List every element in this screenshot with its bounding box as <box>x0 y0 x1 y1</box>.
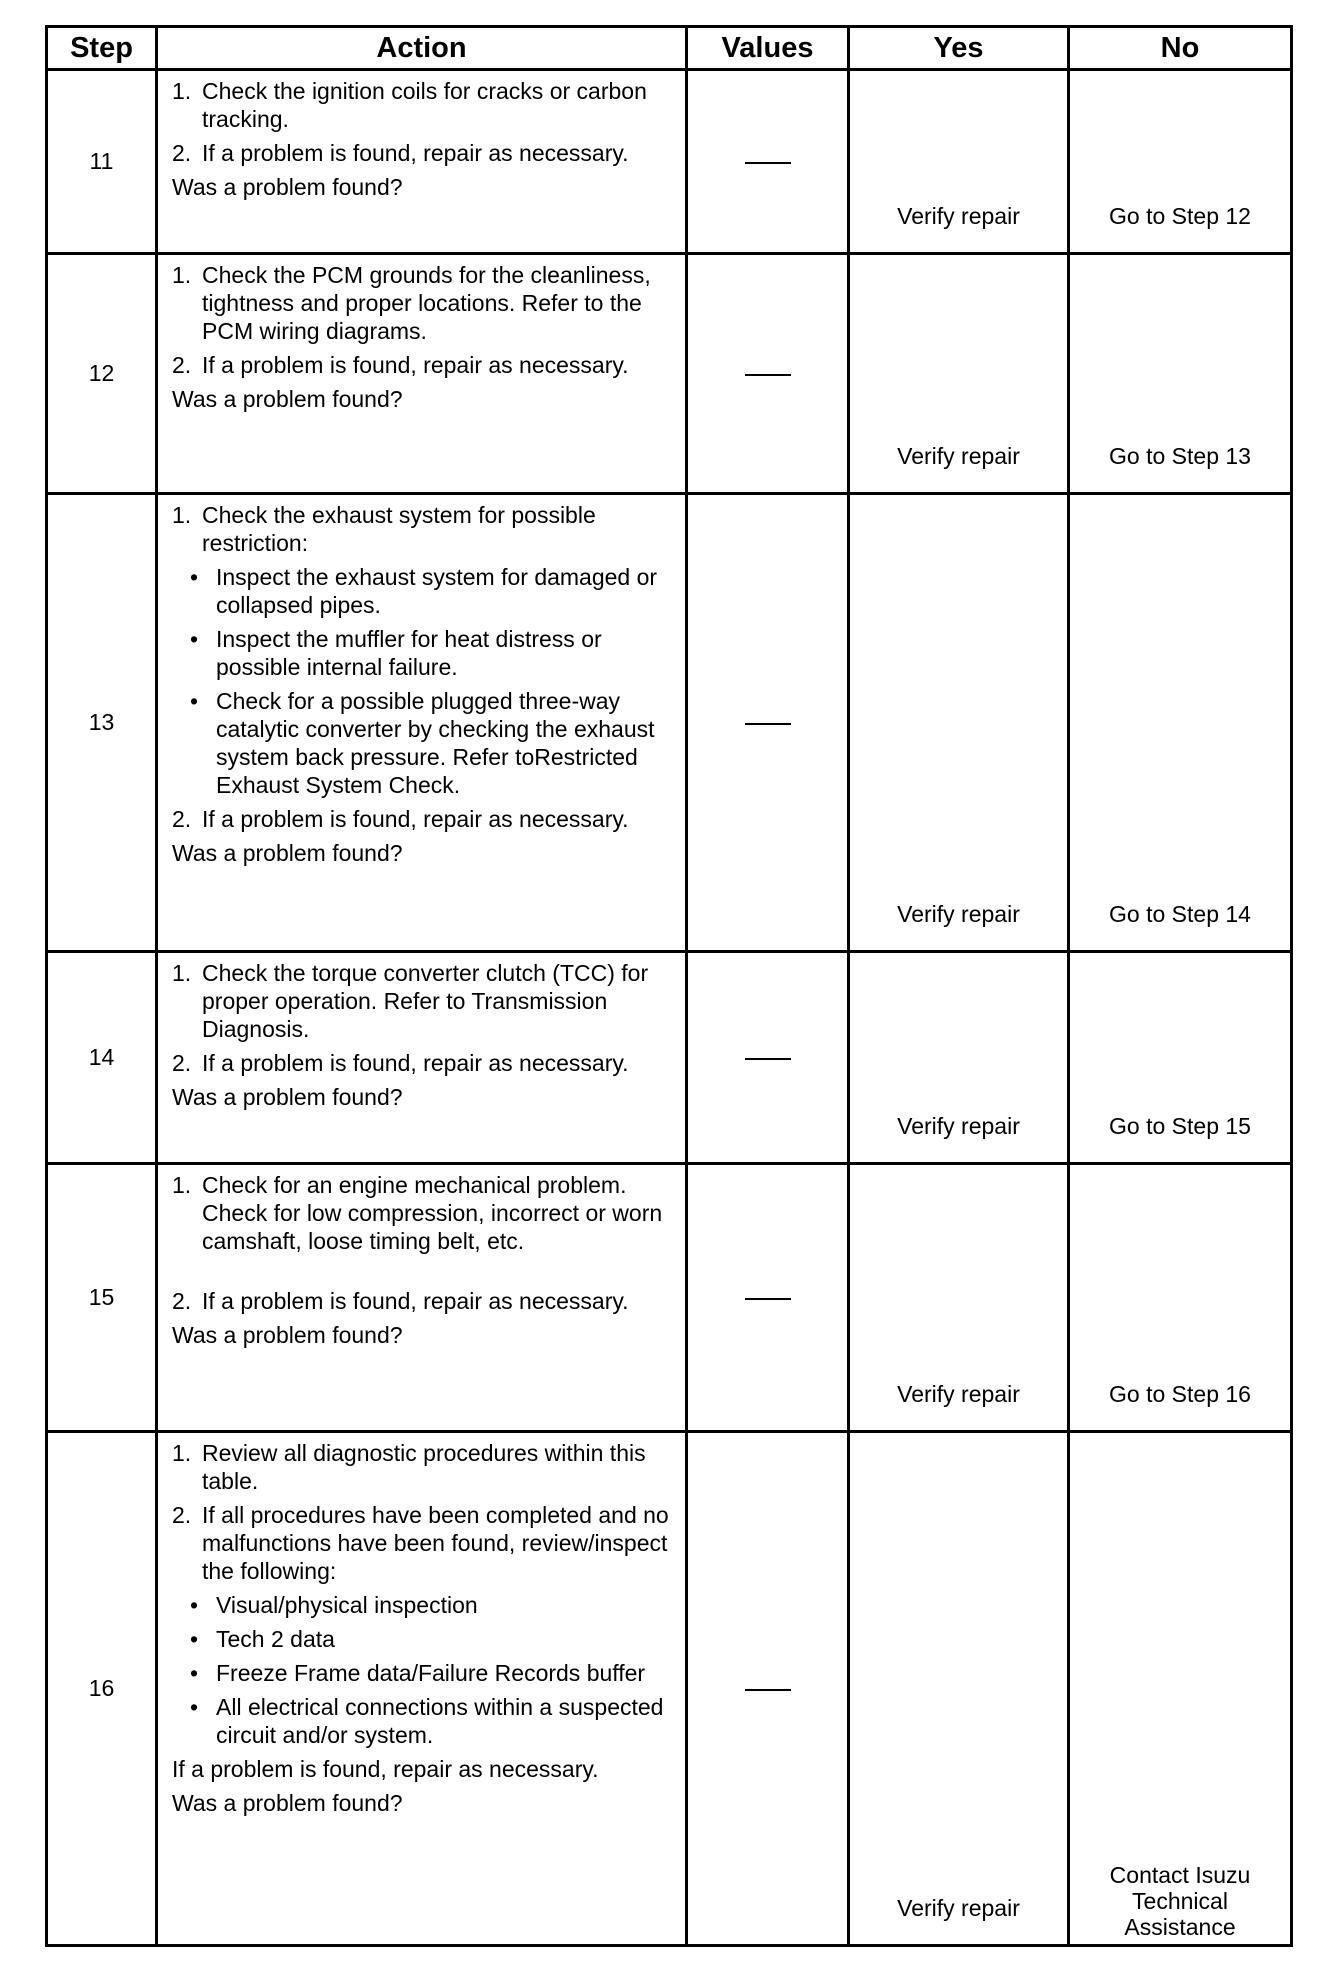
table-row <box>47 494 1292 952</box>
values-cell <box>687 1432 849 1946</box>
table-row <box>47 1432 1292 1946</box>
action-item: 2. If a problem is found, repair as necessary. <box>172 1288 629 1314</box>
step-number: 11 <box>47 70 157 254</box>
yes-cell: Verify repair <box>849 1432 1069 1946</box>
table-row <box>47 70 1292 254</box>
bullet-item: • Freeze Frame data/Failure Records buffer <box>190 1660 646 1686</box>
action-question: Was a problem found? <box>172 1084 403 1110</box>
header-step: Step <box>47 27 157 70</box>
action-item: 2. If a problem is found, repair as necessary. <box>172 1050 629 1076</box>
action-cell <box>157 494 687 952</box>
action-question: Was a problem found? <box>172 386 403 412</box>
step-number: 12 <box>47 254 157 494</box>
values-dash <box>745 1689 791 1691</box>
no-cell: Go to Step 12 <box>1069 70 1292 254</box>
no-cell: Go to Step 14 <box>1069 494 1292 952</box>
action-question: Was a problem found? <box>172 840 403 866</box>
no-cell: Go to Step 13 <box>1069 254 1292 494</box>
values-dash <box>745 1058 791 1060</box>
header-no: No <box>1069 27 1292 70</box>
action-item: 1. Check the exhaust system for possible restriction: <box>172 502 596 556</box>
action-cell <box>157 70 687 254</box>
yes-cell: Verify repair <box>849 254 1069 494</box>
action-cell <box>157 254 687 494</box>
values-dash <box>745 374 791 376</box>
action-item: 2. If a problem is found, repair as necessary. <box>172 140 629 166</box>
values-dash <box>745 162 791 164</box>
values-cell <box>687 70 849 254</box>
action-item: 1. Check the PCM grounds for the cleanliness, tightness and proper locations. Refer to the PCM wiring diagrams. <box>172 262 651 344</box>
bullet-item: • Visual/physical inspection <box>190 1592 478 1618</box>
bullet-item: • Inspect the exhaust system for damaged or collapsed pipes. <box>190 564 658 618</box>
step-number: 15 <box>47 1164 157 1432</box>
action-cell <box>157 1432 687 1946</box>
values-cell <box>687 494 849 952</box>
action-question: Was a problem found? <box>172 174 403 200</box>
bullet-list <box>190 1591 677 1749</box>
yes-cell: Verify repair <box>849 1164 1069 1432</box>
action-cell <box>157 952 687 1164</box>
bullet-item: • Inspect the muffler for heat distress or possible internal failure. <box>190 626 602 680</box>
table-row <box>47 254 1292 494</box>
action-question: Was a problem found? <box>172 1790 403 1816</box>
header-row <box>47 27 1292 70</box>
action-item: 1. Check the ignition coils for cracks or carbon tracking. <box>172 78 647 132</box>
step-number: 14 <box>47 952 157 1164</box>
table-row <box>47 1164 1292 1432</box>
yes-cell: Verify repair <box>849 952 1069 1164</box>
action-item: 1. Review all diagnostic procedures within this table. <box>172 1440 646 1494</box>
values-dash <box>745 723 791 725</box>
bullet-item: • Check for a possible plugged three-way catalytic converter by checking the exhaust system back pressure. Refer toRestricted Exhaust System Check. <box>190 688 655 798</box>
yes-cell: Verify repair <box>849 494 1069 952</box>
bullet-item: • All electrical connections within a suspected circuit and/or system. <box>190 1694 664 1748</box>
action-item: 2. If all procedures have been completed and no malfunctions have been found, review/inspect the following: <box>172 1502 669 1584</box>
action-cell <box>157 1164 687 1432</box>
values-cell <box>687 1164 849 1432</box>
header-action: Action <box>157 27 687 70</box>
action-question: Was a problem found? <box>172 1322 403 1348</box>
values-cell <box>687 254 849 494</box>
header-yes: Yes <box>849 27 1069 70</box>
action-item: 1. Check for an engine mechanical problem. Check for low compression, incorrect or worn camshaft, loose timing belt, etc. <box>172 1172 663 1254</box>
action-note: If a problem is found, repair as necessary. <box>172 1756 599 1782</box>
action-item: 1. Check the torque converter clutch (TCC) for proper operation. Refer to Transmission Diagnosis. <box>172 960 649 1042</box>
step-number: 13 <box>47 494 157 952</box>
action-item: 2. If a problem is found, repair as necessary. <box>172 352 629 378</box>
no-cell: Contact Isuzu Technical Assistance <box>1069 1432 1292 1946</box>
table-row <box>47 952 1292 1164</box>
no-cell: Go to Step 16 <box>1069 1164 1292 1432</box>
bullet-item: • Tech 2 data <box>190 1626 335 1652</box>
diagnostic-table <box>45 25 1293 1947</box>
bullet-list <box>190 563 677 799</box>
step-number: 16 <box>47 1432 157 1946</box>
header-values: Values <box>687 27 849 70</box>
action-item: 2. If a problem is found, repair as necessary. <box>172 806 629 832</box>
values-dash <box>745 1298 791 1300</box>
yes-cell: Verify repair <box>849 70 1069 254</box>
values-cell <box>687 952 849 1164</box>
no-cell: Go to Step 15 <box>1069 952 1292 1164</box>
